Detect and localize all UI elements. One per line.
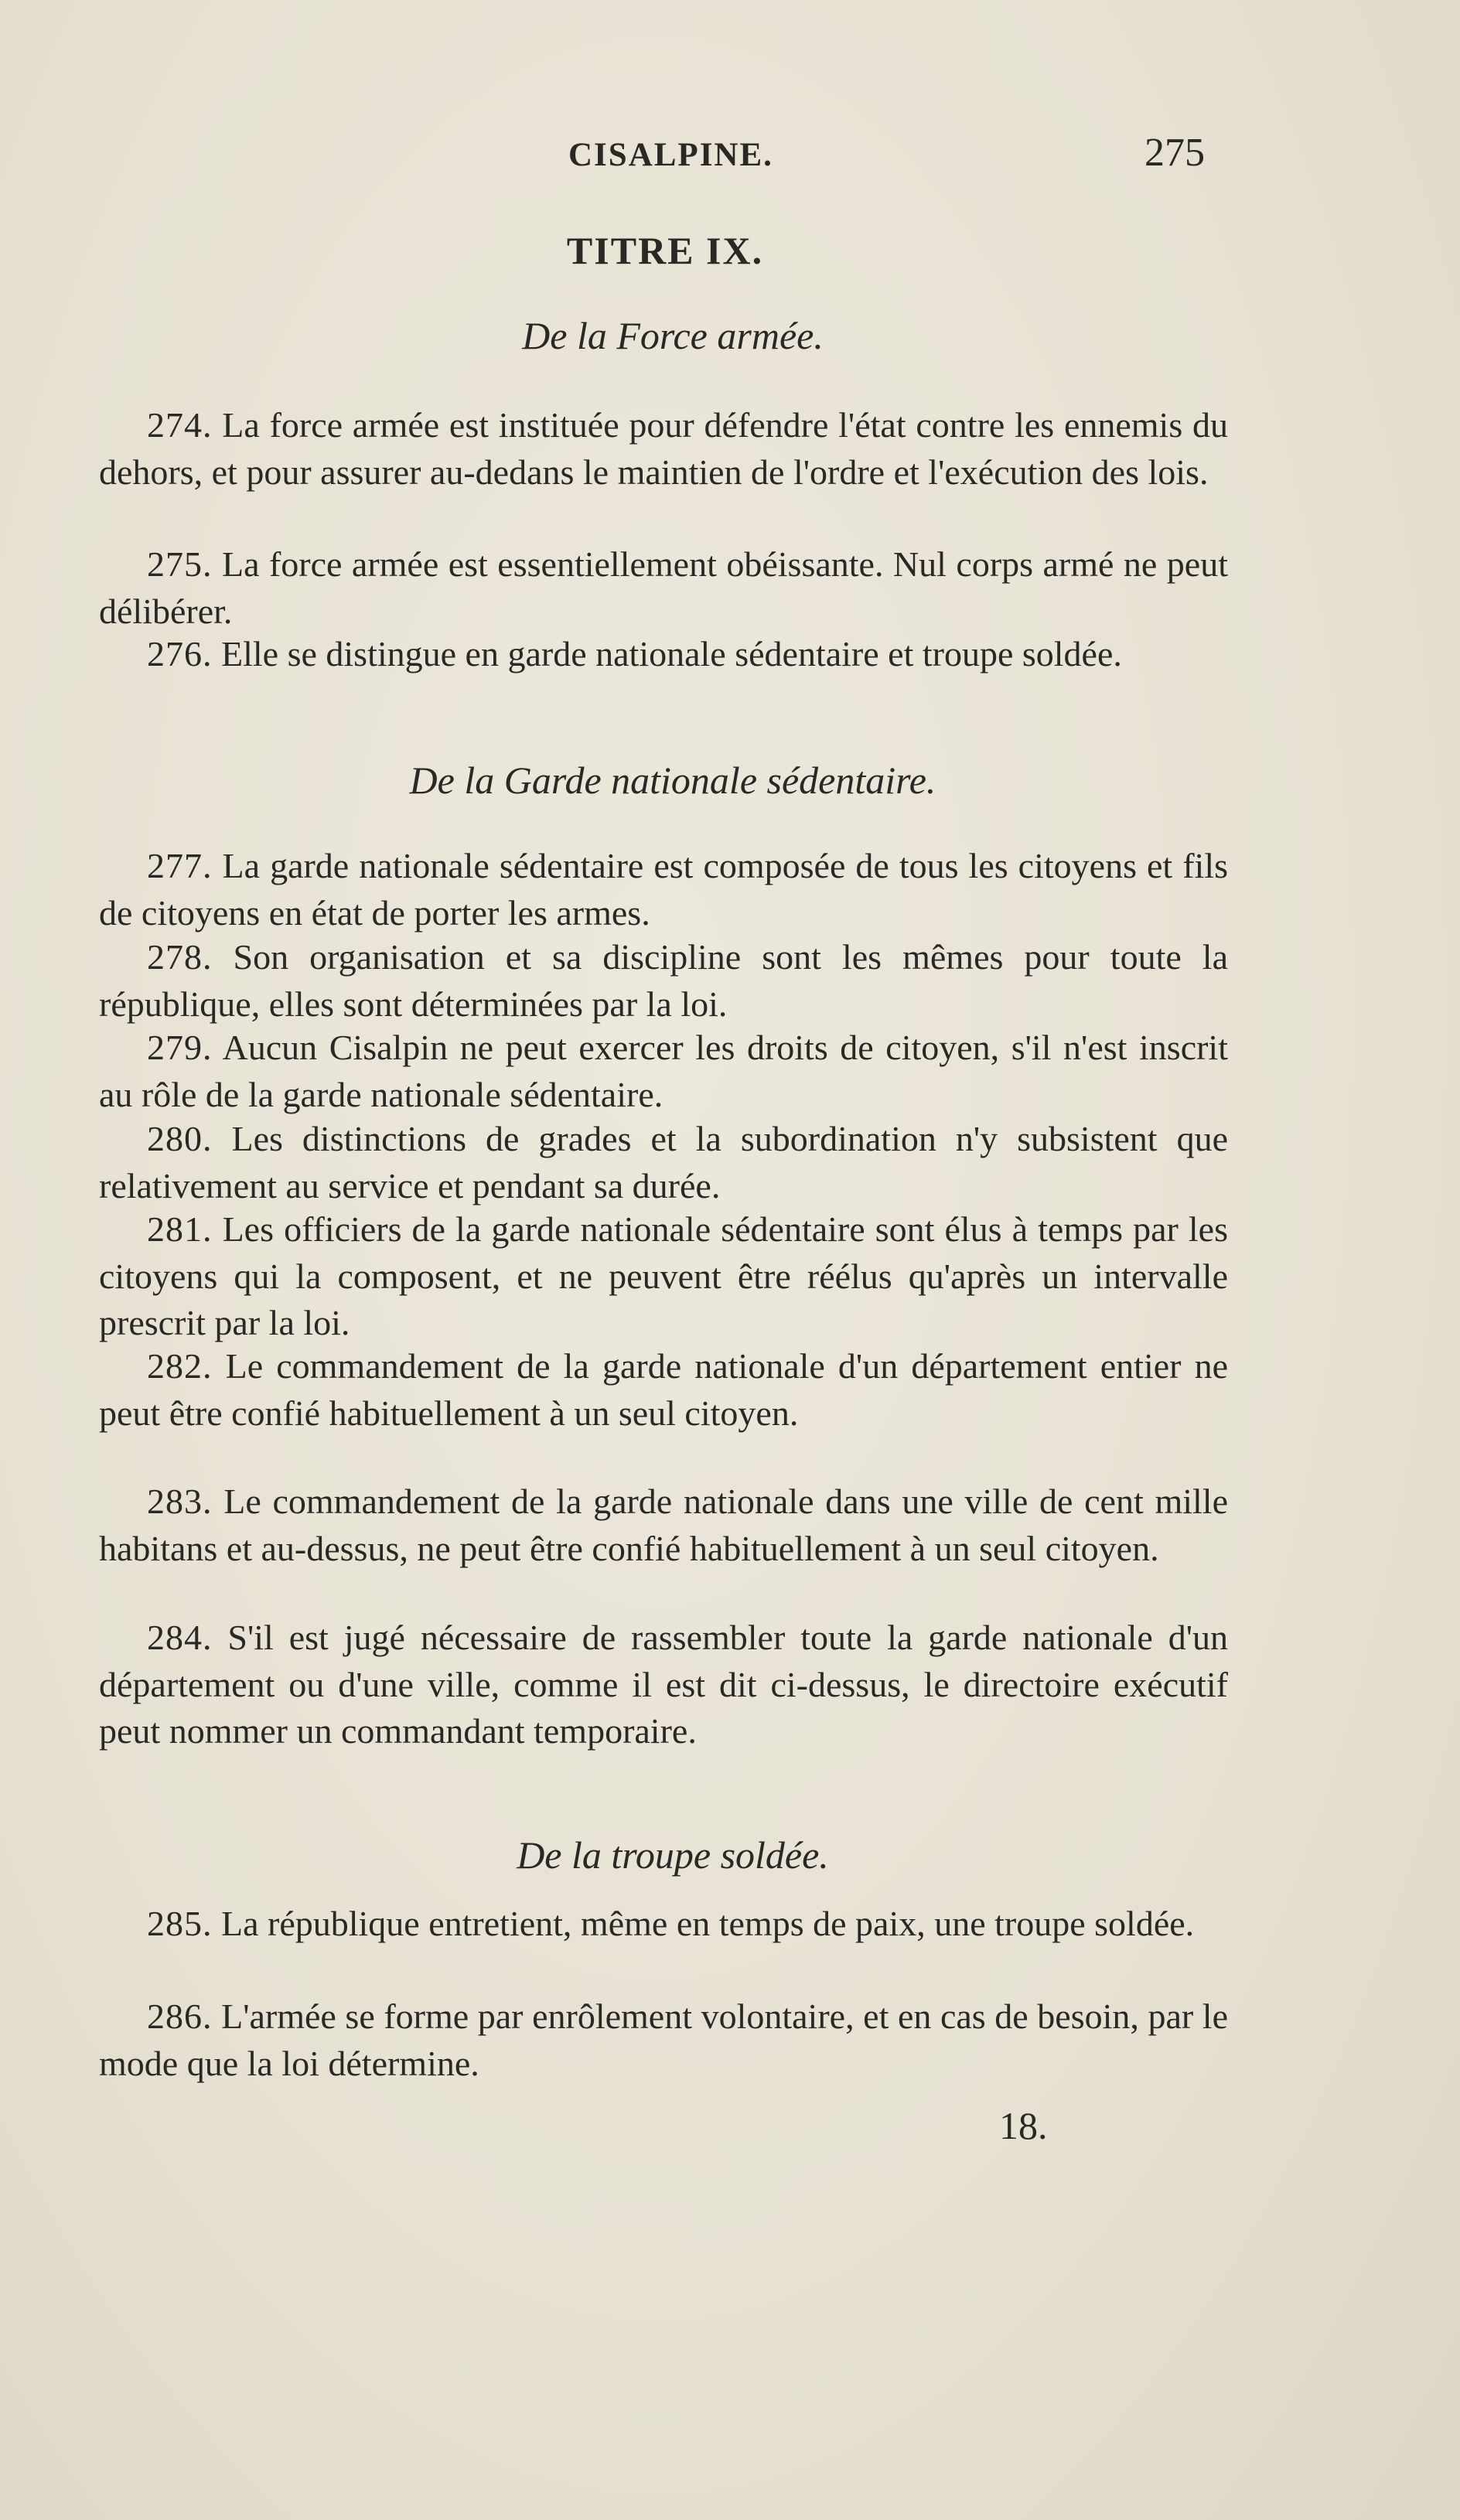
article-286 bbox=[99, 1993, 1228, 2087]
article-number: 279. bbox=[147, 1028, 213, 1067]
article-number: 285. bbox=[147, 1904, 213, 1943]
article-number: 282. bbox=[147, 1346, 213, 1386]
section-heading-force-armee: De la Force armée. bbox=[522, 314, 824, 357]
article-number: 281. bbox=[147, 1209, 213, 1249]
article-280 bbox=[99, 1116, 1228, 1209]
running-head bbox=[0, 130, 1460, 192]
article-284 bbox=[99, 1615, 1228, 1755]
page-number: 275 bbox=[1144, 131, 1205, 175]
article-275 bbox=[99, 541, 1228, 635]
section-heading-troupe-soldee: De la troupe soldée. bbox=[517, 1833, 829, 1877]
article-282 bbox=[99, 1343, 1228, 1437]
article-text: Aucun Cisalpin ne peut exercer les droits de citoyen, s'il n'est inscrit au rôle de la garde nationale sédentaire. bbox=[99, 1028, 1228, 1114]
article-number: 274. bbox=[147, 405, 213, 445]
article-text: Le commandement de la garde nationale d'un département entier ne peut être confié habituellement à un seul citoyen. bbox=[99, 1346, 1228, 1433]
article-text: Elle se distingue en garde nationale sédentaire et troupe soldée. bbox=[221, 634, 1122, 673]
running-head-title: CISALPINE. bbox=[568, 137, 773, 173]
article-279 bbox=[99, 1025, 1228, 1118]
article-number: 275. bbox=[147, 544, 213, 584]
article-text: Son organisation et sa discipline sont les mêmes pour toute la république, elles sont déterminées par la loi. bbox=[99, 937, 1229, 1024]
article-number: 280. bbox=[147, 1119, 213, 1158]
article-number: 283. bbox=[147, 1482, 213, 1521]
article-number: 284. bbox=[147, 1618, 213, 1657]
section-heading-garde-nationale: De la Garde nationale sédentaire. bbox=[409, 759, 936, 802]
article-text: La force armée est essentiellement obéissante. Nul corps armé ne peut délibérer. bbox=[99, 544, 1229, 631]
article-text: S'il est jugé nécessaire de rassembler toute la garde nationale d'un département ou d'une ville, comme il est dit ci-dessus, le directoire exécutif peut nommer un commandant temporaire. bbox=[99, 1618, 1229, 1751]
article-283 bbox=[99, 1478, 1228, 1572]
article-text: Les officiers de la garde nationale sédentaire sont élus à temps par les citoyens qui la composent, et ne peuvent être réélus qu'après un intervalle prescrit par la loi. bbox=[99, 1209, 1228, 1342]
article-text: La république entretient, même en temps de paix, une troupe soldée. bbox=[221, 1904, 1195, 1943]
article-text: La force armée est instituée pour défendre l'état contre les ennemis du dehors, et pour assurer au-dedans le maintien de l'ordre et l'exécution des lois. bbox=[99, 405, 1229, 492]
article-285 bbox=[99, 1901, 1228, 1948]
article-number: 286. bbox=[147, 1997, 213, 2036]
article-278 bbox=[99, 934, 1228, 1028]
titre-heading: TITRE IX. bbox=[566, 229, 764, 272]
article-text: Le commandement de la garde nationale dans une ville de cent mille habitans et au-dessus, ne peut être confié habituellement à un seul citoyen. bbox=[99, 1482, 1228, 1568]
article-text: Les distinctions de grades et la subordination n'y subsistent que relativement au service et pendant sa durée. bbox=[99, 1119, 1228, 1205]
article-277 bbox=[99, 843, 1228, 936]
signature-mark: 18. bbox=[999, 2104, 1048, 2147]
article-text: L'armée se forme par enrôlement volontaire, et en cas de besoin, par le mode que la loi détermine. bbox=[99, 1997, 1229, 2083]
article-number: 277. bbox=[147, 846, 213, 885]
article-text: La garde nationale sédentaire est composée de tous les citoyens et fils de citoyens en état de porter les armes. bbox=[99, 846, 1228, 933]
article-274 bbox=[99, 402, 1228, 496]
article-281 bbox=[99, 1206, 1228, 1347]
article-number: 278. bbox=[147, 937, 213, 977]
article-276 bbox=[99, 631, 1228, 678]
article-number: 276. bbox=[147, 634, 213, 673]
